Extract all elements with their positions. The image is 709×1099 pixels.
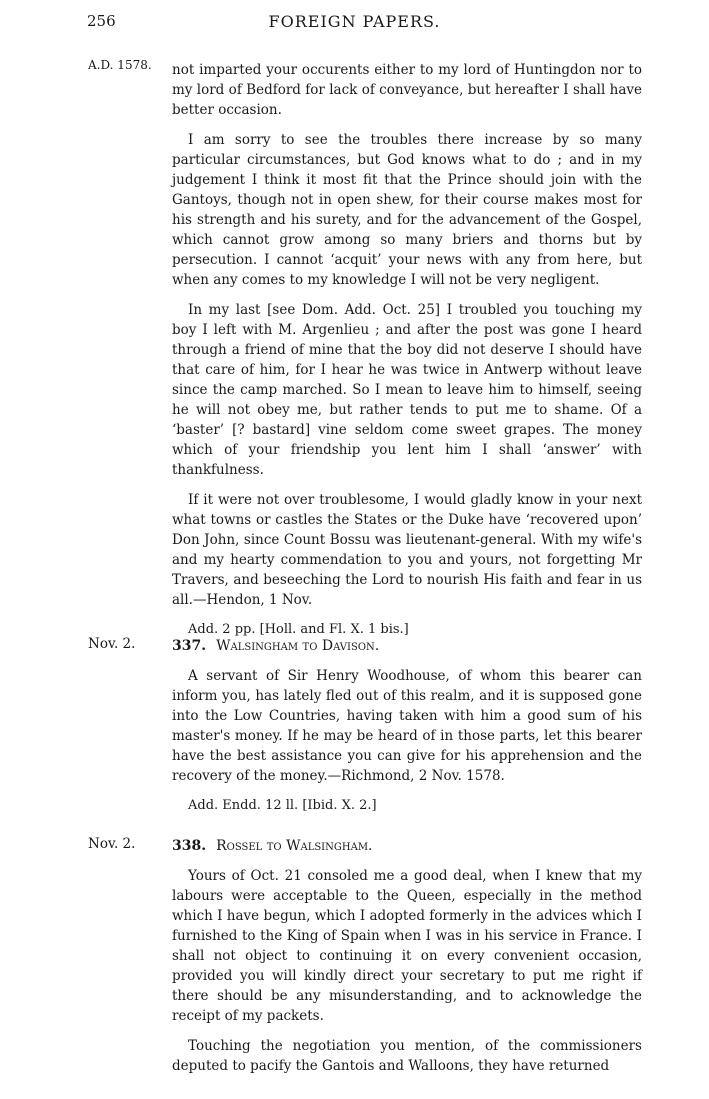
entry-336-text — [172, 60, 642, 640]
paragraph: Touching the negotiation you mention, of the commissioners deputed to pacify the Gantois and Walloons, they have returned — [172, 1038, 642, 1074]
entry-number: 338. — [172, 838, 207, 854]
year-label: A.D. 1578. — [88, 58, 152, 72]
entry-title — [172, 836, 642, 856]
running-title: FOREIGN PAPERS. — [268, 12, 441, 31]
paragraph: I am sorry to see the troubles there increase by so many particular circumstances, but God knows what to do ; and in my judgement I think it most fit that the Prince should join with the Gantoys, though not in open shew, for their course makes most for his strength and his surety, and for the advancement of the Gospel, which cannot grow among so many briers and thorns but by persecution. I cannot ‘acquit’ your news with any from here, but when any comes to my knowledge I will not be very negligent. — [172, 132, 642, 288]
entry-337-date: Nov. 2. — [88, 636, 136, 652]
page-number: 256 — [87, 12, 116, 30]
document-note: Add. Endd. 12 ll. [Ibid. X. 2.] — [188, 798, 377, 813]
entry-title — [172, 636, 642, 656]
entry-number: 337. — [172, 638, 207, 654]
entry-heading: Walsingham to Davison. — [216, 638, 380, 654]
paragraph: If it were not over troublesome, I would gladly know in your next what towns or castles the States or the Duke have ‘recovered upon’ Don John, since Count Bossu was lieutenant-general. With my wife's and my hearty commendation to you and yours, not forgetting Mr Travers, and beseeching the Lord to nourish His faith and fear in us all.—Hendon, 1 Nov. — [172, 492, 642, 608]
entry-338-date: Nov. 2. — [88, 836, 136, 852]
paragraph: not imparted your occurents either to my lord of Huntingdon nor to my lord of Bedford for lack of conveyance, but hereafter I shall have better occasion. — [172, 62, 642, 118]
paragraph: Yours of Oct. 21 consoled me a good deal, when I knew that my labours were acceptable to the Queen, especially in the method which I have begun, which I adopted formerly in the advices which I furnished to the King of Spain when I was in his service in France. I shall not object to continuing it on every convenient occasion, provided you will kindly direct your secretary to put me right if there should be any misunderstanding, and to acknowledge the receipt of my packets. — [172, 868, 642, 1024]
entry-338 — [172, 836, 642, 1076]
entry-337 — [172, 636, 642, 816]
document-note: Add. 2 pp. [Holl. and Fl. X. 1 bis.] — [188, 622, 409, 637]
paragraph: In my last [see Dom. Add. Oct. 25] I troubled you touching my boy I left with M. Argenlieu ; and after the post was gone I heard through a friend of mine that the boy did not deserve I should have that care of him, for I hear he was twice in Antwerp without leave since the camp marched. So I mean to leave him to himself, seeing he will not obey me, but rather tends to put me to shame. Of a ‘baster’ [? bastard] vine seldom come sweet grapes. The money which of your friendship you lent him I shall ‘answer’ with thankfulness. — [172, 302, 642, 478]
entry-heading: Rossel to Walsingham. — [216, 838, 373, 854]
paragraph: A servant of Sir Henry Woodhouse, of whom this bearer can inform you, has lately fled out of this realm, and it is supposed gone into the Low Countries, having taken with him a good sum of his master's money. If he may be heard of in those parts, let this bearer have the best assistance you can give for his apprehension and the recovery of the money.—Richmond, 2 Nov. 1578. — [172, 668, 642, 784]
